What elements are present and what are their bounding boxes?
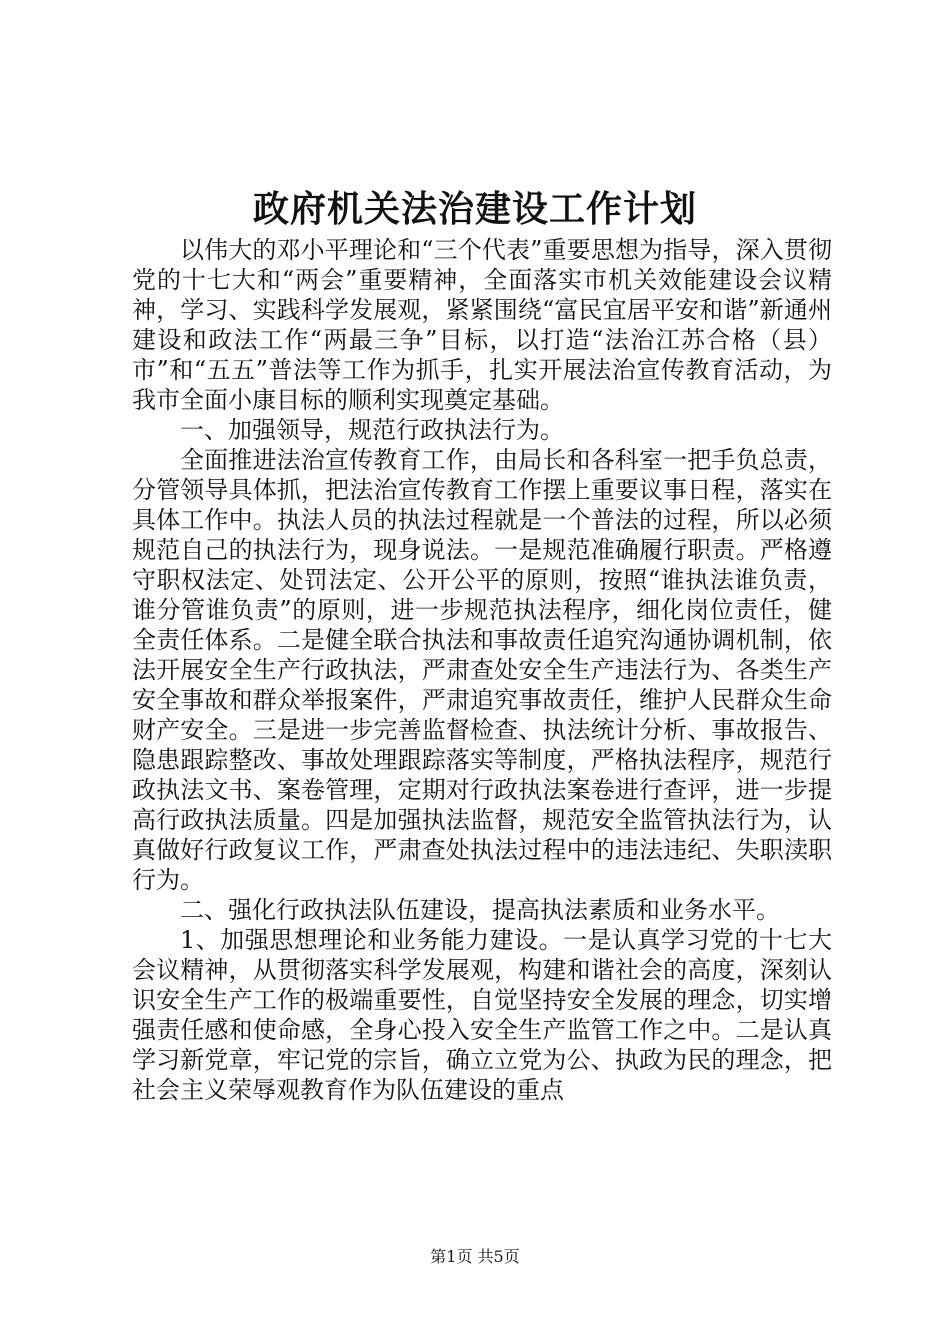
paragraph-section-2-item-1: 1、加强思想理论和业务能力建设。一是认真学习党的十七大会议精神，从贯彻落实科学发展观，构建和谐社会的高度，深刻认识安全生产工作的极端重要性，自觉坚持安全发展的理念，切实增强责任感和使命感，全身心投入安全生产监管工作之中。二是认真学习新党章，牢记党的宗旨，确立立党为公、执政为民的理念，把社会主义荣辱观教育作为队伍建设的重点: [132, 926, 832, 1104]
document-body: [132, 235, 832, 1105]
page-number-footer: 第1页 共5页: [430, 1247, 520, 1266]
section-heading-1: 一、加强领导，规范行政执法行为。: [180, 416, 564, 444]
section-heading-2: 二、强化行政执法队伍建设，提高执法素质和业务水平。: [180, 896, 780, 924]
paragraph-section-1: 全面推进法治宣传教育工作，由局长和各科室一把手负总责，分管领导具体抓，把法治宣传教育工作摆上重要议事日程，落实在具体工作中。执法人员的执法过程就是一个普法的过程，所以必须规范自己的执法行为，现身说法。一是规范准确履行职责。严格遵守职权法定、处罚法定、公开公平的原则，按照“谁执法谁负责，谁分管谁负责”的原则，进一步规范执法程序，细化岗位责任，健全责任体系。二是健全联合执法和事故责任追究沟通协调机制，依法开展安全生产行政执法，严肃查处安全生产违法行为、各类生产安全事故和群众举报案件，严肃追究事故责任，维护人民群众生命财产安全。三是进一步完善监督检查、执法统计分析、事故报告、隐患跟踪整改、事故处理跟踪落实等制度，严格执法程序，规范行政执法文书、案卷管理，定期对行政执法案卷进行查评，进一步提高行政执法质量。四是加强执法监督，规范安全监管执法行为，认真做好行政复议工作，严肃查处执法过程中的违法违纪、失职渎职行为。: [132, 446, 832, 894]
paragraph-intro: 以伟大的邓小平理论和“三个代表”重要思想为指导，深入贯彻党的十七大和“两会”重要精神，全面落实市机关效能建设会议精神，学习、实践科学发展观，紧紧围绕“富民宜居平安和谐”新通州建设和政法工作“两最三争”目标，以打造“法治江苏合格（县）市”和“五五”普法等工作为抓手，扎实开展法治宣传教育活动，为我市全面小康目标的顺利实现奠定基础。: [132, 236, 832, 414]
document-title: 政府机关法治建设工作计划: [252, 188, 697, 230]
